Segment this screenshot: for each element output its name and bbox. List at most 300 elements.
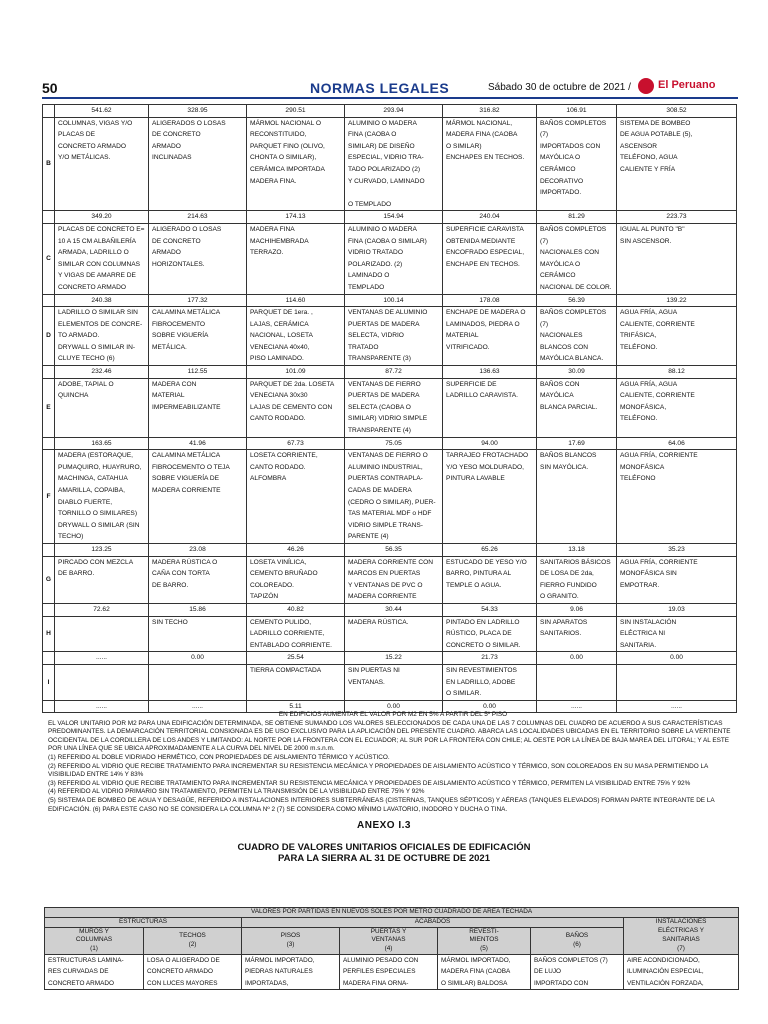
value-cell: 35.23 bbox=[617, 543, 737, 556]
description-cell bbox=[149, 117, 247, 211]
cell-line: SIMILAR CON COLUMNAS bbox=[58, 260, 141, 268]
cell-line: FINA (CAOBA O SIMILAR) bbox=[348, 237, 427, 245]
value-cell: 23.08 bbox=[149, 543, 247, 556]
cell-line: TRANSPARENTE (4) bbox=[348, 427, 411, 435]
cell-line: PISOS bbox=[280, 931, 301, 939]
page-header bbox=[0, 0, 768, 104]
category-label: F bbox=[43, 450, 55, 544]
value-cell: 123.25 bbox=[55, 543, 149, 556]
description-cell bbox=[537, 117, 617, 211]
cell-line: PIRCADO CON MEZCLA bbox=[58, 558, 134, 566]
value-cell: ...... bbox=[617, 700, 737, 713]
description-cell bbox=[144, 954, 242, 990]
cell-line: RÚSTICO, PLACA DE bbox=[446, 630, 512, 638]
column-header bbox=[144, 927, 242, 954]
value-cell: 177.32 bbox=[149, 294, 247, 307]
cell-line: VENTANAS bbox=[371, 936, 406, 944]
cell-line: ESTUCADO DE YESO Y/O bbox=[446, 558, 527, 566]
cell-line: DRYWALL O SIMILAR (SIN bbox=[58, 521, 140, 529]
cell-line: PLACAS DE CONCRETO E= bbox=[58, 225, 145, 233]
cell-line: DIABLO FUERTE, bbox=[58, 498, 113, 506]
cell-line: SIN ASCENSOR. bbox=[620, 237, 672, 245]
value-cell: 64.06 bbox=[617, 437, 737, 450]
cell-line: (2) bbox=[188, 940, 197, 948]
description-cell bbox=[531, 954, 624, 990]
description-cell bbox=[247, 664, 345, 700]
cell-line: LAMINADO O bbox=[348, 272, 390, 280]
description-cell bbox=[438, 954, 531, 990]
value-cell: 56.39 bbox=[537, 294, 617, 307]
value-cell: 25.54 bbox=[247, 652, 345, 665]
description-cell bbox=[149, 616, 247, 652]
cell-line: INSTALACIONES bbox=[655, 918, 707, 926]
description-cell bbox=[537, 664, 617, 700]
description-cell bbox=[443, 664, 537, 700]
category-label: G bbox=[43, 556, 55, 603]
cell-line: MONOFÁSICA, bbox=[620, 403, 667, 411]
value-cell: 56.35 bbox=[345, 543, 443, 556]
cell-line: CONCRETO O SIMILAR. bbox=[446, 641, 521, 649]
valores-table bbox=[42, 104, 737, 713]
cell-line: SIN INSTALACIÓN bbox=[620, 618, 677, 626]
description-cell bbox=[345, 223, 443, 294]
table-row bbox=[43, 652, 737, 665]
cell-line: TRIFÁSICA, bbox=[620, 332, 657, 340]
cell-line: SANITARIOS. bbox=[540, 630, 582, 638]
cell-line: NACIONAL DE COLOR. bbox=[540, 283, 612, 291]
cell-line: CANTO RODADO. bbox=[250, 415, 306, 423]
cell-line: LOSETA CORRIENTE, bbox=[250, 452, 318, 460]
cell-line: PINTADO EN LADRILLO bbox=[446, 618, 520, 626]
description-cell bbox=[45, 954, 144, 990]
value-cell: 101.09 bbox=[247, 366, 345, 379]
cell-line: SELECTA, VIDRIO bbox=[348, 332, 404, 340]
value-cell: 174.13 bbox=[247, 211, 345, 224]
spacer-cell bbox=[43, 366, 55, 379]
cell-line: DE BARRO. bbox=[58, 570, 95, 578]
note-paragraph: (2) REFERIDO AL VIDRIO QUE RECIBE TRATAMIENTO PARA INCREMENTAR SU RESISTENCIA MECÁNICA Y PROPIEDADES DE AISLAMIENTO ACÚSTICO Y TÉRMICO, SON COLOREADOS EN SU MASA PERMITIENDO LA VISIBILIDAD ENTRE 14% Y 83% bbox=[48, 762, 708, 779]
cell-line: TO ARMADO. bbox=[58, 332, 100, 340]
cell-line: MADERA FINA ORNA- bbox=[343, 979, 409, 987]
cell-line: MADERA FINA. bbox=[250, 177, 297, 185]
value-cell: 0.00 bbox=[617, 652, 737, 665]
cell-line: MADERA CORRIENTE bbox=[348, 593, 417, 601]
category-label: D bbox=[43, 307, 55, 366]
cell-line: SELECTA (CAOBA O bbox=[348, 403, 411, 411]
cell-line: CADAS DE MADERA bbox=[348, 487, 412, 494]
cell-line: FIBROCEMENTO O TEJA bbox=[152, 463, 230, 471]
value-cell: 15.22 bbox=[345, 652, 443, 665]
cell-line: AGUA FRÍA, AGUA bbox=[620, 309, 678, 317]
header-rule bbox=[42, 97, 738, 99]
note-paragraph: EL VALOR UNITARIO POR M2 PARA UNA EDIFICACIÓN DETERMINADA, SE OBTIENE SUMANDO LOS VALORES SELECCIONADOS DE CADA UNA DE LAS 7 COLUMNAS DEL CUADRO DE ACUERDO A SUS CARACTERÍSTICAS PREDOMINANTES. LA DEMARCACIÓN TERRITORIAL CONSIGNADA ES DE USO EXCLUSIVO PARA LA APLICACIÓN DEL PRESENTE CUADRO. ABARCA LAS LOCALIDADES UBICADAS EN EL TERRITORIO SOBRE LA VERTIENTE OCCIDENTAL DE LA CORDILLERA DE LOS ANDES Y LIMITANDO: AL NORTE POR LA FRONTERA CON EL ECUADOR; AL SUR POR LA FRONTERA CON CHILE; AL OESTE POR LA LÍNEA DE BAJA MAREA DEL LITORAL; Y AL ESTE POR UNA LÍNEA QUE SE UBICA APROXIMADAMENTE A LA CURVA DEL NIVEL DE 2000 m.s.n.m. bbox=[48, 719, 731, 753]
spacer-cell bbox=[43, 543, 55, 556]
value-cell: ...... bbox=[55, 700, 149, 713]
description-cell bbox=[537, 450, 617, 544]
cell-line: MADERA CON bbox=[152, 380, 197, 388]
cell-line: BAÑOS bbox=[565, 931, 589, 939]
value-cell: 136.63 bbox=[443, 366, 537, 379]
value-cell: 72.62 bbox=[55, 603, 149, 616]
cell-line: MONOFÁSICA bbox=[620, 463, 665, 471]
cell-line: TARRAJEO FROTACHADO bbox=[446, 452, 529, 460]
cell-line: EMPOTRAR. bbox=[620, 581, 660, 589]
cell-line: SOBRE VIGUERÍA bbox=[152, 332, 209, 340]
section-title: NORMAS LEGALES bbox=[310, 80, 450, 96]
column-header bbox=[438, 927, 531, 954]
spacer-cell bbox=[43, 105, 55, 118]
cell-line: O TEMPLADO bbox=[348, 200, 392, 208]
cell-line: CAÑA CON TORTA bbox=[152, 570, 210, 578]
cell-line: (1) bbox=[90, 945, 98, 953]
cell-line: PISO LAMINADO. bbox=[250, 355, 304, 363]
coat-of-arms-icon bbox=[638, 78, 654, 94]
cell-line: MADERA RÚSTICA. bbox=[348, 618, 409, 626]
cell-line: BAÑOS COMPLETOS (7) bbox=[540, 225, 607, 245]
cell-line: CEMENTO BRUÑADO bbox=[250, 570, 318, 578]
value-cell: 163.65 bbox=[55, 437, 149, 450]
cell-line: CERÁMICA IMPORTADA bbox=[250, 165, 325, 173]
cell-line: ALUMINIO O MADERA bbox=[348, 225, 417, 233]
value-cell: 114.60 bbox=[247, 294, 345, 307]
table-row bbox=[43, 117, 737, 211]
value-cell: 81.29 bbox=[537, 211, 617, 224]
cell-line: LADRILLO CARAVISTA. bbox=[446, 392, 518, 400]
cell-line: SUPERFICIE DE bbox=[446, 380, 497, 388]
table-row bbox=[45, 954, 739, 990]
cell-line: TELÉFONO. bbox=[620, 415, 658, 423]
description-cell bbox=[443, 307, 537, 366]
spacer-cell bbox=[43, 294, 55, 307]
cell-line: ELEMENTOS DE CONCRE- bbox=[58, 320, 143, 328]
cell-line: ENCHAPES EN TECHOS. bbox=[446, 154, 525, 162]
issue-date: Sábado 30 de octubre de 2021 / bbox=[488, 82, 631, 93]
annex-subtitle: PARA LA SIERRA AL 31 DE OCTUBRE DE 2021 bbox=[277, 853, 491, 864]
cell-line: MAYÓLICA O bbox=[540, 260, 581, 268]
description-cell bbox=[55, 307, 149, 366]
cell-line: DE AGUA POTABLE (5), bbox=[620, 131, 693, 139]
category-label: H bbox=[43, 616, 55, 652]
group-acabados: ACABADOS bbox=[242, 917, 624, 927]
value-cell: 65.26 bbox=[443, 543, 537, 556]
value-cell: 178.08 bbox=[443, 294, 537, 307]
cell-line: RES CURVADAS DE bbox=[48, 968, 109, 976]
cell-line: PUERTAS CONTRAPLA- bbox=[348, 475, 423, 483]
cell-line: FIERRO FUNDIDO bbox=[540, 581, 597, 589]
cell-line: CLUYE TECHO (6) bbox=[58, 355, 115, 363]
cell-line: LADRILLO CORRIENTE, bbox=[250, 630, 325, 638]
value-cell: 67.73 bbox=[247, 437, 345, 450]
annex-title: ANEXO I.3 bbox=[357, 820, 411, 831]
description-cell bbox=[537, 307, 617, 366]
cell-line: ADOBE, TAPIAL O bbox=[58, 380, 114, 388]
cell-line: DE BARRO. bbox=[152, 581, 189, 589]
cell-line: CALIENTE Y FRÍA bbox=[620, 165, 676, 173]
value-cell: 541.62 bbox=[55, 105, 149, 118]
value-cell: 240.38 bbox=[55, 294, 149, 307]
cell-line: IMPORTADO. bbox=[540, 189, 582, 197]
description-cell bbox=[247, 616, 345, 652]
cell-line: ESPECIAL, VIDRIO TRA- bbox=[348, 154, 424, 162]
value-cell: 308.52 bbox=[617, 105, 737, 118]
description-cell bbox=[617, 307, 737, 366]
cell-line: MÁRMOL NACIONAL O bbox=[250, 119, 321, 127]
cell-line: SIN APARATOS bbox=[540, 618, 588, 626]
description-cell bbox=[55, 223, 149, 294]
value-cell: 41.96 bbox=[149, 437, 247, 450]
description-cell bbox=[247, 223, 345, 294]
cell-line: MIENTOS bbox=[469, 936, 499, 944]
value-cell: 17.69 bbox=[537, 437, 617, 450]
cell-line: ENCHAPE DE MADERA O bbox=[446, 309, 526, 317]
cell-line: VENTANAS DE ALUMINIO bbox=[348, 309, 428, 317]
cell-line: AMARILLA, COPAIBA, bbox=[58, 487, 125, 494]
value-cell: 0.00 bbox=[537, 652, 617, 665]
cell-line: 10 A 15 CM ALBAÑILERÍA bbox=[58, 237, 137, 245]
table-row bbox=[43, 294, 737, 307]
description-cell bbox=[617, 117, 737, 211]
description-cell bbox=[443, 616, 537, 652]
cell-line: O SIMILAR) BALDOSA bbox=[441, 979, 508, 987]
table-row bbox=[43, 664, 737, 700]
table-row bbox=[43, 603, 737, 616]
cell-line: PARENTE (4) bbox=[348, 533, 389, 541]
description-cell bbox=[443, 450, 537, 544]
description-cell bbox=[247, 450, 345, 544]
cell-line: MADERA RÚSTICA O bbox=[152, 558, 218, 566]
cell-line: TELÉFONO bbox=[620, 475, 656, 483]
cell-line: AGUA FRÍA, CORRIENTE bbox=[620, 452, 698, 460]
value-cell: 214.63 bbox=[149, 211, 247, 224]
cell-line: ALUMINIO PESADO CON bbox=[343, 956, 419, 964]
value-cell: 112.55 bbox=[149, 366, 247, 379]
cell-line: ENCHAPE EN TECHOS. bbox=[446, 260, 520, 268]
cell-line: ALIGERADO O LOSAS bbox=[152, 225, 222, 233]
table-row bbox=[43, 366, 737, 379]
category-label: I bbox=[43, 664, 55, 700]
cell-line: DE CONCRETO bbox=[152, 131, 201, 139]
cell-line: MADERA FINA (CAOBA bbox=[441, 968, 511, 976]
cell-line: AIRE ACONDICIONADO, bbox=[627, 956, 700, 964]
cell-line: SISTEMA DE BOMBEO bbox=[620, 119, 691, 127]
value-cell: 15.86 bbox=[149, 603, 247, 616]
cell-line: VENECIANA 40x40, bbox=[250, 343, 310, 351]
cell-line: MADERA FINA (CAOBA bbox=[446, 131, 518, 139]
column-header bbox=[340, 927, 438, 954]
note-paragraph: (4) REFERIDO AL VIDRIO PRIMARIO SIN TRATAMIENTO, PERMITEN LA TRANSMISIÓN DE LA VISIBILIDAD ENTRE 75% Y 92% bbox=[48, 788, 425, 796]
page-number: 50 bbox=[42, 80, 58, 96]
cell-line: SIN PUERTAS NI bbox=[348, 666, 400, 674]
cell-line: LOSA O ALIGERADO DE bbox=[147, 956, 220, 964]
description-cell bbox=[247, 378, 345, 437]
brand-name: El Peruano bbox=[658, 79, 716, 91]
cell-line: VIDRIO SIMPLE TRANS- bbox=[348, 521, 423, 529]
cell-line: SIN MAYÓLICA. bbox=[540, 463, 589, 471]
cell-line: DE LOSA DE 2da, bbox=[540, 570, 594, 578]
cell-line: LADRILLO O SIMILAR SIN bbox=[58, 309, 138, 317]
value-cell: 94.00 bbox=[443, 437, 537, 450]
value-cell: 106.91 bbox=[537, 105, 617, 118]
value-cell: 19.03 bbox=[617, 603, 737, 616]
cell-line: CALAMINA METÁLICA bbox=[152, 309, 221, 317]
value-cell: 0.00 bbox=[443, 700, 537, 713]
cell-line: SANITARIOS BÁSICOS bbox=[540, 558, 611, 566]
cell-line: DECORATIVO bbox=[540, 177, 584, 185]
cell-line: LAJAS, CERÁMICA bbox=[250, 320, 309, 328]
cell-line: INCLINADAS bbox=[152, 154, 192, 162]
cell-line: SANITARIAS bbox=[662, 935, 700, 943]
value-cell: ...... bbox=[55, 652, 149, 665]
cell-line: MACHINGA, CATAHUA bbox=[58, 475, 128, 483]
value-cell: 223.73 bbox=[617, 211, 737, 224]
value-cell: 154.94 bbox=[345, 211, 443, 224]
cell-line: CERÁMICO bbox=[540, 165, 576, 173]
cell-line: ENTABLADO CORRIENTE. bbox=[250, 641, 332, 649]
note-paragraph: (3) REFERIDO AL VIDRIO QUE RECIBE TRATAMIENTO PARA INCREMENTAR SU RESISTENCIA MECÁNICA Y PROPIEDADES DE AISLAMIENTO ACÚSTICO Y TÉRMICO, PERMITEN LA VISIBILIDAD ENTRE 75% Y 92% bbox=[48, 779, 691, 787]
note-paragraph: (1) REFERIDO AL DOBLE VIDRIADO HERMÉTICO, CON PROPIEDADES DE AISLAMIENTO TÉRMICO Y ACÚSTICO. bbox=[48, 753, 390, 761]
description-cell bbox=[537, 556, 617, 603]
value-cell: 9.06 bbox=[537, 603, 617, 616]
cell-line: VENTANAS DE FIERRO O bbox=[348, 452, 428, 460]
cell-line: Y VIGAS DE AMARRE DE bbox=[58, 272, 136, 280]
description-cell bbox=[345, 616, 443, 652]
cell-line: CEMENTO PULIDO, bbox=[250, 618, 312, 626]
value-cell: 349.20 bbox=[55, 211, 149, 224]
col-instalaciones bbox=[624, 917, 739, 954]
cell-line: NACIONAL, LOSETA bbox=[250, 332, 313, 340]
cell-line: MAYÓLICA bbox=[540, 392, 574, 400]
description-cell bbox=[617, 378, 737, 437]
description-cell bbox=[345, 664, 443, 700]
cell-line: PERFILES ESPECIALES bbox=[343, 968, 416, 976]
cell-line: PUERTAS DE MADERA bbox=[348, 392, 420, 400]
description-cell bbox=[149, 556, 247, 603]
cell-line: VENTANAS. bbox=[348, 678, 385, 686]
cell-line: ASCENSOR bbox=[620, 142, 658, 150]
table-row bbox=[43, 543, 737, 556]
cell-line: ARMADA, LADRILLO O bbox=[58, 249, 129, 257]
category-label: B bbox=[43, 117, 55, 211]
cell-line: MARCOS EN PUERTAS bbox=[348, 570, 421, 578]
notes bbox=[48, 711, 738, 814]
cell-line: ALUMINIO INDUSTRIAL, bbox=[348, 463, 423, 471]
cell-line: LAJAS DE CEMENTO CON bbox=[250, 403, 333, 411]
cell-line: IGUAL AL PUNTO "B" bbox=[620, 225, 685, 233]
cell-line: TAS MATERIAL MDF o HDF bbox=[348, 510, 432, 518]
value-cell: 75.05 bbox=[345, 437, 443, 450]
value-cell: 54.33 bbox=[443, 603, 537, 616]
cell-line: (5) bbox=[480, 945, 488, 953]
cell-line: TORNILLO O SIMILARES) bbox=[58, 510, 138, 518]
cell-line: MAYÓLICA O bbox=[540, 154, 581, 162]
cell-line: IMPORTADAS, bbox=[245, 979, 289, 987]
cell-line: (3) bbox=[286, 940, 295, 948]
cell-line: METÁLICA. bbox=[152, 343, 187, 351]
description-cell bbox=[149, 450, 247, 544]
cell-line: PUERTAS DE MADERA bbox=[348, 320, 420, 328]
description-cell bbox=[345, 556, 443, 603]
table-row bbox=[43, 437, 737, 450]
description-cell bbox=[617, 556, 737, 603]
cell-line: CHONTA O SIMILAR), bbox=[250, 154, 317, 162]
cell-line: MÁRMOL NACIONAL, bbox=[446, 119, 513, 127]
cell-line: CONCRETO ARMADO bbox=[58, 283, 127, 291]
value-cell: 87.72 bbox=[345, 366, 443, 379]
value-cell: 328.95 bbox=[149, 105, 247, 118]
cell-line: BAÑOS BLANCOS bbox=[540, 452, 597, 460]
description-cell bbox=[149, 307, 247, 366]
description-cell bbox=[537, 378, 617, 437]
table-row bbox=[43, 378, 737, 437]
cell-line: OBTENIDA MEDIANTE bbox=[446, 237, 516, 245]
cell-line: SIMILAR) VIDRIO SIMPLE bbox=[348, 415, 428, 423]
description-cell bbox=[617, 664, 737, 700]
description-cell bbox=[537, 223, 617, 294]
cell-line: LOSETA VINÍLICA, bbox=[250, 558, 307, 566]
cell-line: CANTO RODADO. bbox=[250, 463, 306, 471]
cell-line: BLANCA PARCIAL. bbox=[540, 403, 598, 411]
cell-line: PARQUET FINO (OLIVO, bbox=[250, 142, 325, 150]
cell-line: ALUMINIO O MADERA bbox=[348, 119, 417, 127]
description-cell bbox=[443, 556, 537, 603]
cell-line: BAÑOS CON bbox=[540, 380, 580, 388]
cell-line: CONCRETO ARMADO bbox=[48, 979, 114, 987]
cell-line: PINTURA LAVABLE bbox=[446, 475, 505, 483]
brand-logo bbox=[638, 78, 738, 96]
cell-line: ARMADO bbox=[152, 142, 181, 150]
cell-line: CALAMINA METÁLICA bbox=[152, 452, 221, 460]
value-cell: 293.94 bbox=[345, 105, 443, 118]
cell-line: NACIONALES CON bbox=[540, 249, 599, 257]
column-header bbox=[45, 927, 144, 954]
cell-line: ELÉCTRICA NI bbox=[620, 630, 666, 638]
cell-line: ESTRUCTURAS LAMINA- bbox=[48, 956, 124, 964]
table-row bbox=[43, 450, 737, 544]
annex-subtitle: CUADRO DE VALORES UNITARIOS OFICIALES DE EDIFICACIÓN bbox=[237, 842, 531, 853]
cell-line: BAÑOS COMPLETOS (7) bbox=[540, 309, 607, 328]
cell-line: PARQUET DE 1era. , bbox=[250, 309, 313, 317]
description-cell bbox=[345, 450, 443, 544]
cell-line: TERRAZO. bbox=[250, 249, 284, 257]
description-cell bbox=[149, 223, 247, 294]
cell-line: SIN TECHO bbox=[152, 618, 188, 626]
cell-line: (7) bbox=[677, 944, 685, 952]
cell-line: VITRIFICADO. bbox=[446, 343, 490, 351]
cell-line: MATERIAL bbox=[152, 392, 185, 400]
cell-line: PUERTAS Y bbox=[370, 927, 407, 935]
cell-line: PARQUET DE 2da. LOSETA bbox=[250, 380, 335, 388]
description-cell bbox=[247, 556, 345, 603]
description-cell bbox=[247, 307, 345, 366]
cell-line: MADERA FINA bbox=[250, 225, 295, 233]
description-cell bbox=[55, 117, 149, 211]
cell-line: O GRANITO. bbox=[540, 593, 579, 601]
cell-line: COLUMNAS bbox=[75, 936, 113, 944]
cell-line: POLARIZADO. (2) bbox=[348, 260, 403, 268]
description-cell bbox=[55, 450, 149, 544]
spacer-cell bbox=[43, 652, 55, 665]
table-row bbox=[43, 616, 737, 652]
cell-line: PLACAS DE bbox=[58, 131, 96, 139]
value-cell: 5.11 bbox=[247, 700, 345, 713]
cell-line: DRYWALL O SIMILAR IN- bbox=[58, 343, 136, 351]
cell-line: (CEDRO O SIMILAR), PUER- bbox=[348, 498, 436, 506]
cell-line: IMPORTADOS CON bbox=[540, 142, 601, 150]
description-cell bbox=[242, 954, 340, 990]
cell-line: O SIMILAR) bbox=[446, 142, 482, 150]
cell-line: QUINCHA bbox=[58, 392, 89, 400]
cell-line: AGUA FRÍA, AGUA bbox=[620, 380, 678, 388]
